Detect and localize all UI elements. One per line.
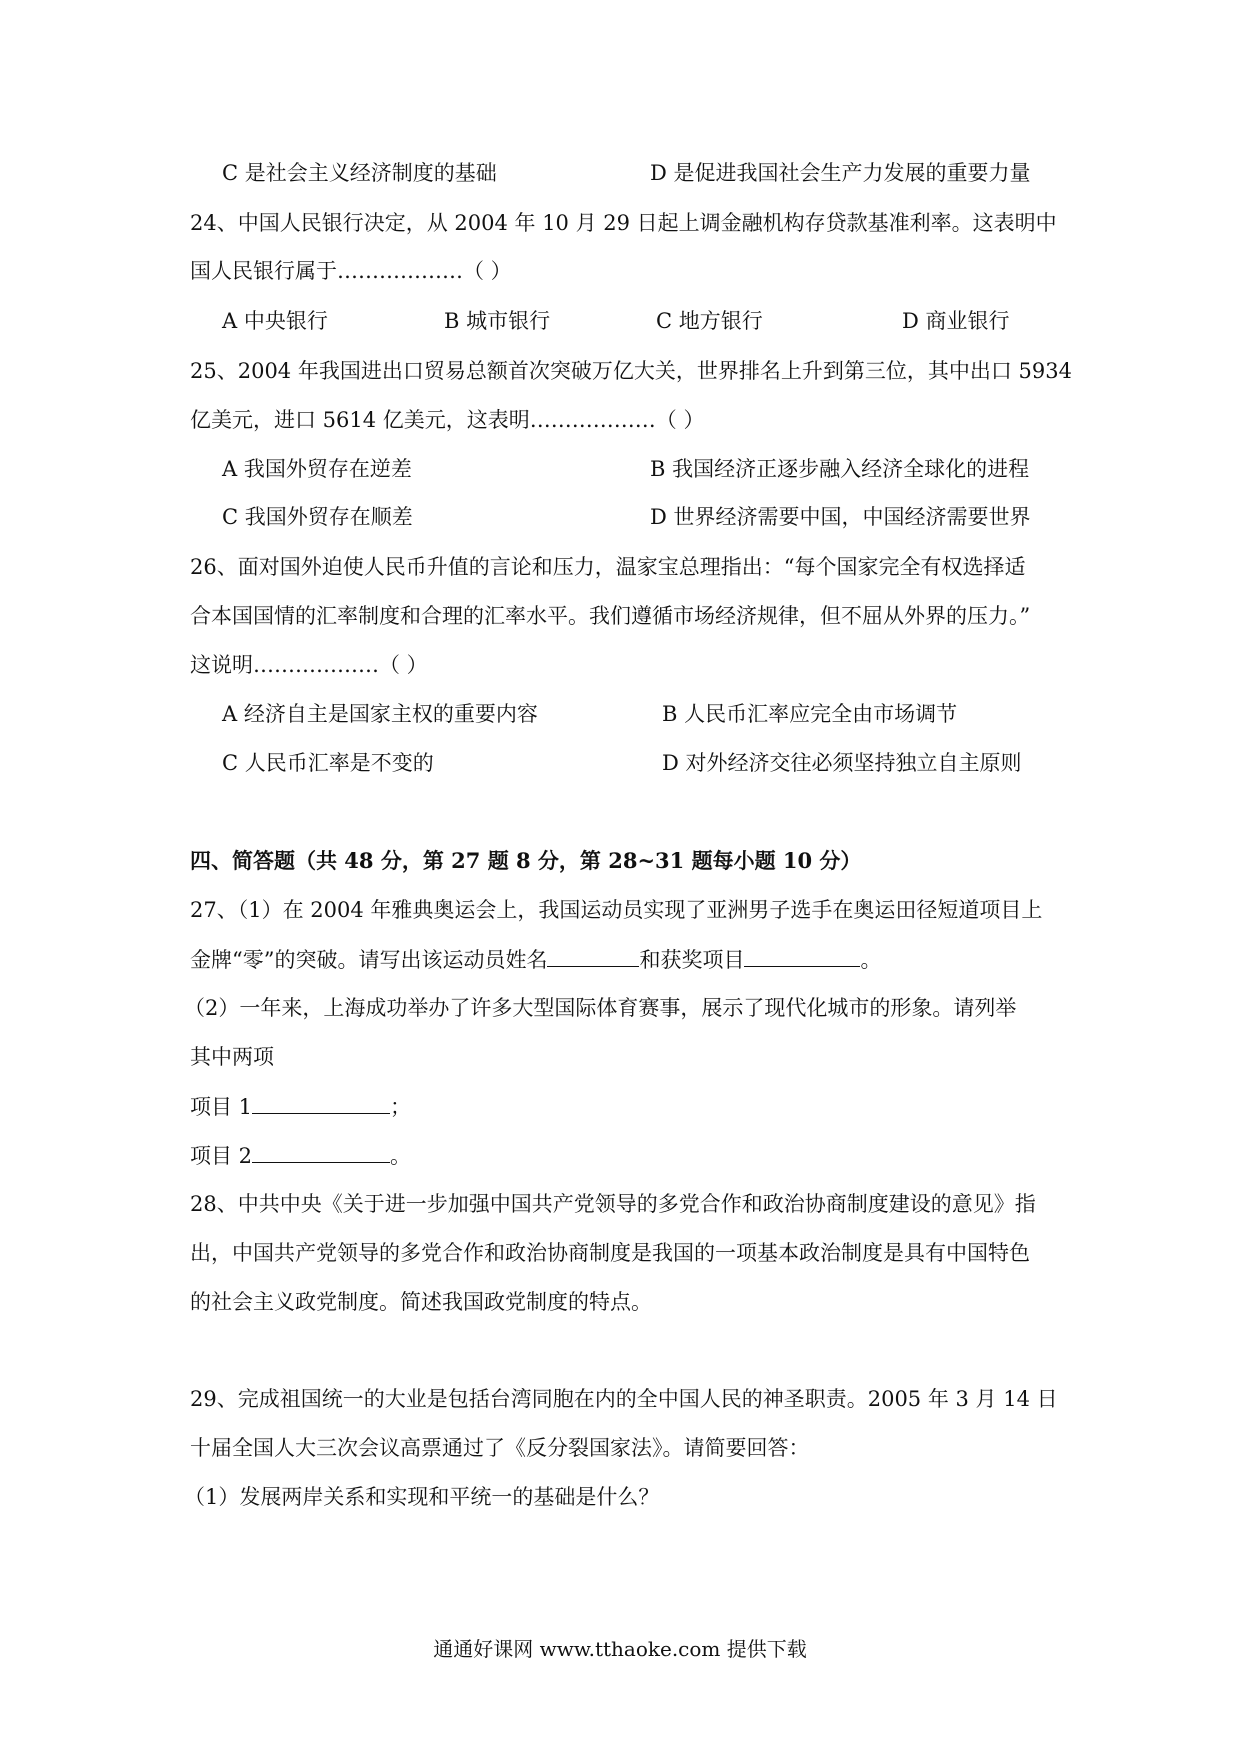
- q27-item2: [190, 1140, 1060, 1171]
- q26-option-c: C 人民币汇率是不变的: [222, 751, 434, 775]
- q25-option-c: C 我国外贸存在顺差: [222, 505, 413, 529]
- q28-text-line1: 28、中共中央《关于进一步加强中国共产党领导的多党合作和政治协商制度建设的意见》指: [190, 1192, 1036, 1216]
- page-footer: 通通好课网 www.tthaoke.com 提供下载: [433, 1637, 807, 1661]
- q27-text-line3: （2）一年来，上海成功举办了许多大型国际体育赛事，展示了现代化城市的形象。请列举: [184, 996, 1017, 1020]
- item1-blank[interactable]: [252, 1091, 390, 1114]
- q24-option-c: C 地方银行: [656, 309, 763, 333]
- q23-option-c: C 是社会主义经济制度的基础: [222, 161, 497, 185]
- q26-option-a: A 经济自主是国家主权的重要内容: [222, 702, 538, 726]
- q29-text-line2: 十届全国人大三次会议高票通过了《反分裂国家法》。请简要回答：: [190, 1436, 810, 1460]
- q28-text-line3: 的社会主义政党制度。简述我国政党制度的特点。: [190, 1290, 652, 1314]
- q27-line2-part-c: 。: [860, 948, 882, 972]
- q25-option-a: A 我国外贸存在逆差: [222, 457, 412, 481]
- q29-text-line1: 29、完成祖国统一的大业是包括台湾同胞在内的全中国人民的神圣职责。2005 年 3 月 14 日: [190, 1387, 1058, 1411]
- event-blank[interactable]: [744, 944, 860, 967]
- q25-option-d: D 世界经济需要中国，中国经济需要世界: [650, 505, 1031, 529]
- q24-text-line1: 24、中国人民银行决定，从 2004 年 10 月 29 日起上调金融机构存贷款基准利率。这表明中: [190, 211, 1057, 235]
- item1-end: ；: [390, 1095, 412, 1119]
- q24-option-b: B 城市银行: [444, 309, 551, 333]
- q27-text-line2: [190, 944, 1060, 975]
- q24-option-d: D 商业银行: [902, 309, 1010, 333]
- item2-end: 。: [390, 1144, 412, 1168]
- item2-blank[interactable]: [252, 1140, 390, 1163]
- q29-text-line3: （1）发展两岸关系和实现和平统一的基础是什么？: [184, 1485, 660, 1509]
- q27-item1: [190, 1091, 1060, 1122]
- q25-text-line2: 亿美元，进口 5614 亿美元，这表明………………（ ）: [190, 408, 705, 432]
- q23-option-d: D 是促进我国社会生产力发展的重要力量: [650, 161, 1031, 185]
- q27-text-line1: 27、（1）在 2004 年雅典奥运会上，我国运动员实现了亚洲男子选手在奥运田径短道项目上: [190, 898, 1043, 922]
- q27-line2-part-b: 和获奖项目: [639, 948, 745, 972]
- q24-text-line2: 国人民银行属于………………（ ）: [190, 259, 512, 283]
- q26-text-line3: 这说明………………（ ）: [190, 653, 428, 677]
- q26-option-b: B 人民币汇率应完全由市场调节: [662, 702, 958, 726]
- q27-text-line4: 其中两项: [190, 1045, 274, 1069]
- q24-option-a: A 中央银行: [222, 309, 328, 333]
- item2-label: 项目 2: [190, 1144, 253, 1168]
- q26-text-line2: 合本国国情的汇率制度和合理的汇率水平。我们遵循市场经济规律，但不屈从外界的压力。”: [190, 604, 1031, 628]
- athlete-name-blank[interactable]: [547, 944, 639, 967]
- q28-text-line2: 出，中国共产党领导的多党合作和政治协商制度是我国的一项基本政治制度是具有中国特色: [190, 1241, 1030, 1265]
- q26-text-line1: 26、面对国外迫使人民币升值的言论和压力，温家宝总理指出：“每个国家完全有权选择适: [190, 555, 1026, 579]
- item1-label: 项目 1: [190, 1095, 253, 1119]
- section-heading: 四、简答题（共 48 分，第 27 题 8 分，第 28~31 题每小题 10 分）: [190, 848, 862, 873]
- q25-option-b: B 我国经济正逐步融入经济全球化的进程: [650, 457, 1030, 481]
- q26-option-d: D 对外经济交往必须坚持独立自主原则: [662, 751, 1022, 775]
- q25-text-line1: 25、2004 年我国进出口贸易总额首次突破万亿大关，世界排名上升到第三位，其中出口 5934: [190, 359, 1072, 383]
- q27-line2-part-a: 金牌“零”的突破。请写出该运动员姓名: [190, 948, 548, 972]
